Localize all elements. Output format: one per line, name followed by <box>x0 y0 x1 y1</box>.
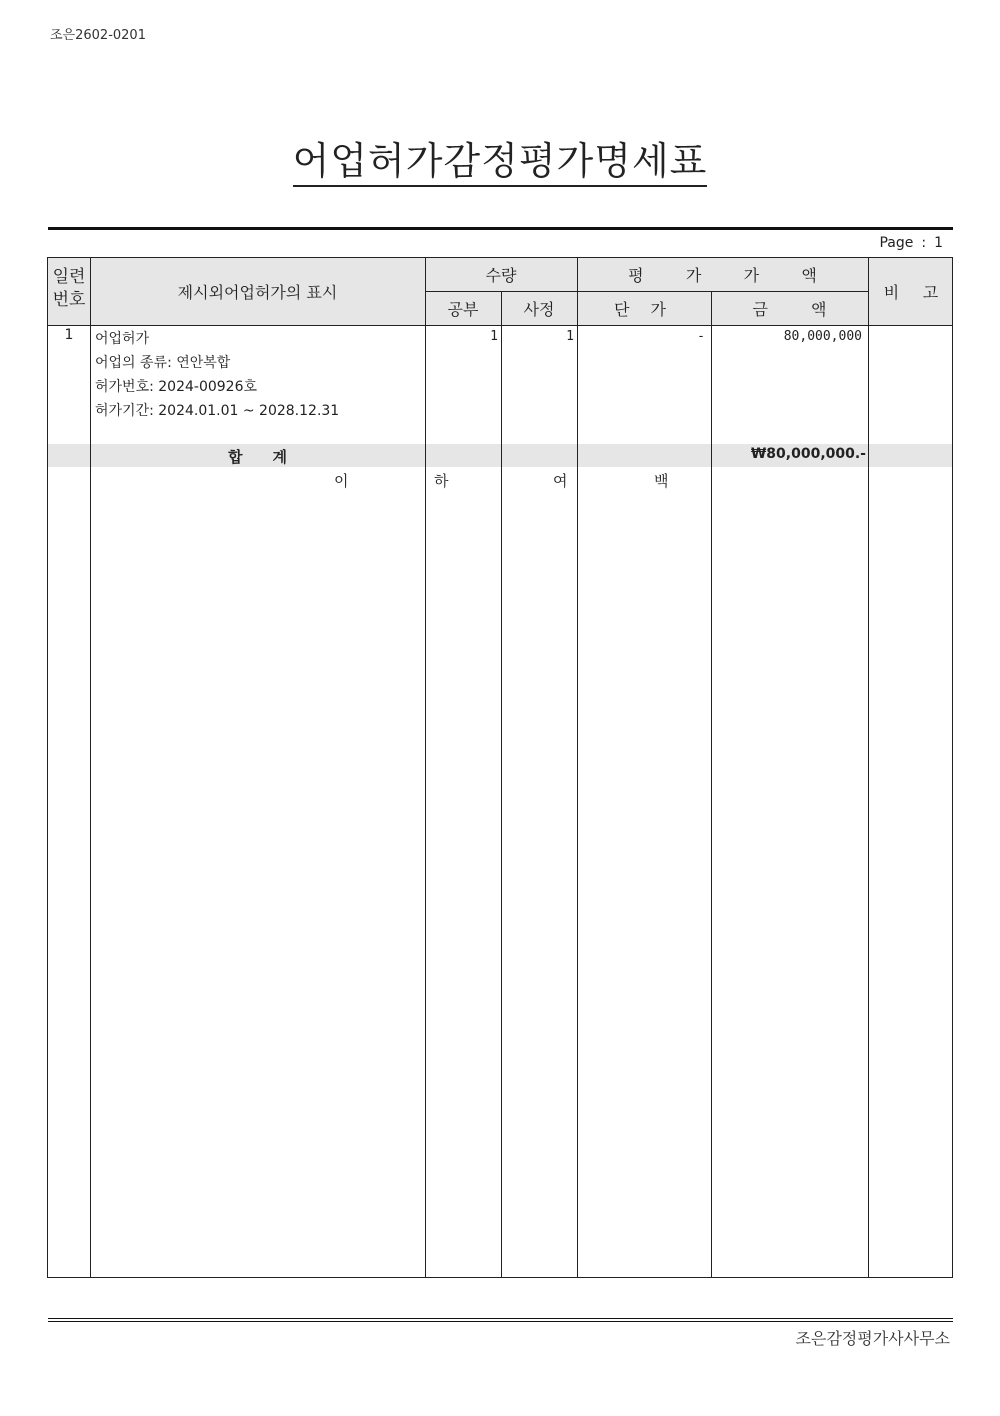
row-qty-actual: 1 <box>566 329 574 344</box>
total-label-char: 계 <box>272 448 287 466</box>
col-divider <box>90 258 91 1277</box>
total-label <box>90 446 425 467</box>
amount-header <box>711 297 868 320</box>
total-amount: ₩80,000,000.- <box>750 446 866 462</box>
serial-header-line2: 번호 <box>52 290 86 310</box>
serial-header-line1: 일련 <box>52 267 86 287</box>
valuation-char: 평 <box>628 266 644 285</box>
closing-mark: 하 <box>434 472 449 490</box>
header-sub-divider <box>425 291 868 292</box>
col-divider <box>711 291 712 1277</box>
col-divider <box>577 258 578 1277</box>
page-sep: : <box>921 235 927 251</box>
valuation-header <box>577 263 868 286</box>
row-unit-price: - <box>697 329 705 344</box>
remarks-header <box>868 280 954 303</box>
description-line: 허가번호: 2024-00926호 <box>95 379 258 395</box>
qty-actual-header: 사정 <box>523 300 555 319</box>
closing-mark: 이 <box>334 472 349 490</box>
serial-header <box>48 266 90 312</box>
header-bottom-line <box>48 325 952 326</box>
appraisal-table <box>47 257 953 1278</box>
page-title <box>0 130 1000 185</box>
valuation-char: 가 <box>743 266 760 285</box>
page-title-text: 어업허가감정평가명세표 <box>293 139 708 187</box>
unit-price-header: 단 가 <box>614 300 674 319</box>
row-qty-official: 1 <box>490 329 498 344</box>
page-label: Page <box>879 235 914 251</box>
qty-official-header: 공부 <box>447 300 479 319</box>
row-amount: 80,000,000 <box>783 329 862 344</box>
col-divider <box>425 258 426 1277</box>
bottom-rule <box>48 1318 953 1319</box>
office-name: 조은감정평가사사무소 <box>795 1329 950 1348</box>
col-divider <box>501 291 502 1277</box>
description-line: 허가기간: 2024.01.01 ~ 2028.12.31 <box>95 403 340 419</box>
bottom-rule <box>48 1321 953 1322</box>
page-number <box>879 235 943 251</box>
description-line: 어업허가 <box>95 331 150 347</box>
amount-header-char: 액 <box>811 300 827 319</box>
valuation-char: 가 <box>685 266 702 285</box>
closing-mark: 백 <box>654 472 669 490</box>
description-line: 어업의 종류: 연안복합 <box>95 355 231 371</box>
remarks-char: 고 <box>922 283 939 302</box>
valuation-char: 액 <box>801 266 817 285</box>
document-code: 조은2602-0201 <box>50 28 146 43</box>
amount-header-char: 금 <box>752 300 768 319</box>
col-divider <box>868 258 869 1277</box>
page-value: 1 <box>934 235 943 251</box>
remarks-char: 비 <box>883 283 900 302</box>
description-header: 제시외어업허가의 표시 <box>177 283 338 302</box>
row-description <box>95 327 339 423</box>
row-number: 1 <box>64 327 74 343</box>
quantity-header: 수량 <box>485 266 517 285</box>
total-label-char: 합 <box>228 448 243 466</box>
top-rule <box>48 227 953 230</box>
closing-mark: 여 <box>553 472 568 490</box>
